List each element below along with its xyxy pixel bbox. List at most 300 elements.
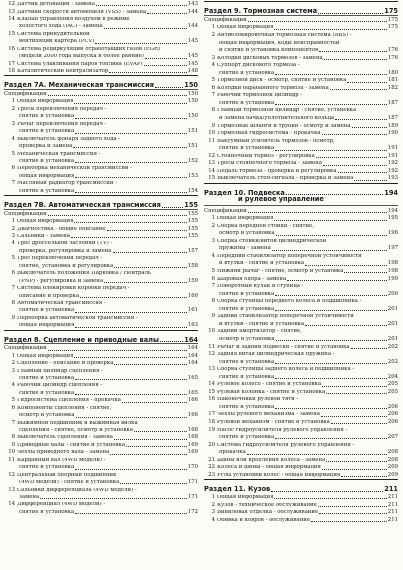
entry-number: 23 (208, 471, 215, 478)
toc-entry-continuation (204, 289, 398, 297)
entry-page-number: 166 (187, 397, 198, 404)
dot-leader (248, 21, 387, 22)
toc-entry (4, 299, 198, 306)
dot-leader (48, 215, 187, 216)
entry-page-number: 191 (387, 152, 398, 159)
entry-title: Насос гидроусилителя рулевого управления - (217, 427, 348, 433)
dot-leader (275, 310, 387, 311)
dot-leader (323, 165, 387, 166)
toc-entry-continuation (4, 426, 198, 433)
entry-title: снятие и установка (19, 375, 75, 381)
dot-leader (114, 364, 186, 365)
entry-title: общая информация (19, 323, 75, 329)
entry-page-number: 154 (187, 187, 198, 194)
entry-title: Тормозная гидросистема - прокачка (217, 131, 321, 137)
entry-title: (4WD модели) - снятие и установка (19, 480, 120, 486)
entry-page-number: 195 (387, 215, 398, 222)
toc-entry (204, 136, 398, 144)
dot-leader (275, 378, 387, 379)
entry-page-number: 155 (187, 218, 198, 225)
entry-title: Рычаг и задний подвески - снятие и установка (217, 344, 350, 350)
section-heading-continued (204, 196, 398, 205)
dot-leader (322, 386, 387, 387)
entry-page-number: 166 (187, 412, 198, 419)
toc-entry (4, 45, 198, 52)
dot-leader (276, 340, 387, 341)
entry-title: Рулевая колонка - снятие и установка (217, 389, 326, 395)
entry-title: Центральный опорный подшипник (17, 472, 117, 478)
entry-number: 15 (208, 175, 215, 182)
toc-entry-continuation (204, 38, 398, 46)
entry-title: Компоненты сцепления - снятие, (17, 405, 112, 411)
entry-title: Датчик детонации - замена (17, 2, 95, 8)
entry-title: Рулевой механизм - снятие и установка (217, 419, 330, 425)
entry-page-number: 211 (387, 501, 398, 508)
entry-number: 1 (11, 352, 15, 359)
entry-number: 16 (208, 396, 215, 403)
dot-leader (247, 454, 387, 455)
entry-title: Сцепление - описание и проверка (17, 361, 114, 367)
entry-number: 14 (208, 167, 215, 174)
entry-title: Автоматическая трансмиссия - (17, 300, 106, 306)
toc-entry (204, 425, 398, 433)
entry-title: снятие и установка (219, 374, 275, 380)
entry-page-number: 206 (387, 418, 398, 425)
specifications-row (204, 205, 398, 214)
toc-entry (4, 359, 198, 366)
entry-page-number: 201 (387, 335, 398, 342)
entry-number: 20 (208, 441, 215, 448)
entry-page-number: 208 (387, 449, 398, 456)
toc-entry-continuation (4, 262, 198, 269)
entry-number: 14 (208, 381, 215, 388)
entry-page-number: 192 (387, 160, 398, 167)
entry-page-number: 175 (387, 16, 398, 23)
toc-entry (4, 441, 198, 448)
entry-number: 1 (211, 215, 215, 222)
dot-leader (275, 104, 387, 105)
entry-title: осмотр и установка (219, 231, 275, 237)
entry-page-number: 205 (387, 388, 398, 395)
dot-leader (80, 297, 187, 298)
dot-leader (74, 357, 186, 358)
entry-title: Сальники - замена (17, 234, 70, 239)
dot-leader (75, 394, 187, 395)
toc-entry (4, 97, 198, 104)
dot-leader (110, 454, 186, 455)
entry-page-number: 187 (387, 99, 398, 106)
toc-entry-continuation (204, 46, 398, 54)
entry-number: 10 (208, 328, 215, 335)
entry-page-number: 150 (187, 91, 198, 98)
entry-page-number: 150 (187, 113, 198, 120)
entry-title: Нижний рычаг - снятие, осмотр и установка (217, 269, 344, 275)
entry-number: 13 (208, 160, 215, 167)
dot-leader (354, 180, 387, 181)
entry-page-number: 145 (187, 60, 198, 67)
entry-page-number: 144 (187, 8, 198, 15)
toc-entry (204, 76, 398, 84)
toc-entry (204, 282, 398, 290)
entry-title: Главный тормозной цилиндр - снятие, установка (217, 108, 357, 114)
entry-title: снятие и установка (19, 114, 75, 120)
section-title: Раздел 11. Кузов (204, 485, 271, 494)
entry-number: 3 (211, 509, 215, 516)
dot-leader (319, 51, 387, 52)
toc-entry (204, 84, 398, 92)
entry-number: 9 (211, 313, 215, 320)
entry-number: 3 (211, 237, 215, 244)
entry-title: и втулки - снятие и установка (219, 321, 305, 327)
entry-title: Трос переключения передач - (17, 256, 103, 262)
toc-entry (4, 456, 198, 463)
entry-page-number: 202 (387, 343, 398, 350)
entry-page-number: 198 (387, 268, 398, 275)
entry-title: Спецификации (4, 210, 47, 217)
entry-title: и замена бачка/уплотнительного кольца (219, 116, 335, 121)
toc-entry (204, 410, 398, 418)
entry-number: 5 (211, 77, 215, 84)
toc-entry (204, 274, 398, 282)
dot-leader (75, 177, 186, 178)
toc-entry (204, 31, 398, 39)
toc-entry (4, 7, 198, 14)
toc-entry (204, 508, 398, 516)
entry-title: и втулки - снятие и установка (219, 261, 305, 267)
entry-number: 13 (208, 366, 215, 373)
dot-leader (71, 237, 187, 238)
section-title: Раздел 7А. Механическая трансмиссия (4, 81, 154, 90)
entry-page-number: 209 (387, 471, 398, 478)
dot-leader (48, 350, 187, 351)
entry-page-number: 172 (187, 508, 198, 515)
dot-leader (114, 439, 187, 440)
entry-title: снятие и установка (219, 435, 275, 441)
toc-entry (4, 30, 198, 37)
toc-entry-continuation (204, 99, 398, 107)
toc-entry (204, 500, 398, 508)
entry-number: 11 (8, 456, 15, 463)
entry-title: Дифференциал (4WD модели) - (17, 502, 106, 508)
entry-title: снятие и установка (19, 308, 75, 314)
dot-leader (324, 59, 387, 60)
toc-entry (4, 164, 198, 171)
dot-leader (276, 235, 387, 236)
entry-title: Приводные валы - снятие и установка (17, 442, 126, 448)
entry-number: 16 (8, 45, 15, 52)
dot-leader (274, 498, 386, 499)
toc-entry (204, 214, 398, 222)
entry-page-number: 211 (387, 494, 398, 501)
entry-page-number: 144 (187, 23, 198, 30)
entry-title: снятие и установка (219, 291, 275, 297)
toc-entry-continuation (4, 37, 198, 44)
toc-entry (4, 232, 198, 239)
entry-title: Механическая трансмиссия - (17, 151, 101, 157)
entry-page-number: 165 (187, 374, 198, 381)
toc-entry (4, 179, 198, 186)
entry-title: описание и проверка (19, 293, 80, 299)
entry-number: 14 (8, 501, 15, 508)
entry-title: снятие и установка (219, 306, 275, 312)
entry-title: Общая информация (217, 25, 274, 31)
entry-title: Клапан управления воздухом в режиме (17, 16, 130, 22)
entry-page-number: 198 (387, 260, 398, 267)
entry-title: сцепления - снятие, осмотр и установка (19, 428, 133, 434)
entry-number: 6 (11, 404, 15, 411)
entry-number: 5 (11, 397, 15, 404)
toc-entry-continuation (4, 277, 198, 284)
entry-page-number: 209 (387, 464, 398, 471)
entry-title: Выключатель положения Парковка / Нейтраль (17, 271, 151, 277)
entry-number: 18 (8, 68, 15, 75)
entry-page-number: 171 (187, 493, 198, 500)
toc-entry (4, 352, 198, 359)
dot-leader (318, 13, 383, 14)
toc-entry (204, 395, 398, 403)
toc-entry (4, 239, 198, 246)
entry-title: Стояночный тормоз - регулировка (217, 153, 315, 159)
entry-title: общая информация (19, 173, 75, 179)
section-title: Раздел 7В. Автоматическая трансмиссия (4, 201, 161, 209)
entry-title: Колодки барабанного тормоза - замена (217, 85, 329, 91)
entry-title: снятие и установка (219, 359, 275, 365)
entry-title: Рулевое колесо - снятие и установка (217, 382, 322, 388)
toc-entry (4, 269, 198, 276)
entry-title: Антиблокировочная тормозная система (ABS) - (217, 32, 352, 38)
entry-page-number: 151 (187, 128, 198, 135)
toc-entry (204, 297, 398, 305)
entry-number: 12 (208, 351, 215, 358)
entry-number: 7 (211, 283, 215, 290)
entry-title: Кузов - техническое обслуживание (217, 502, 317, 508)
entry-title: Система блокировки коробки передач - (17, 286, 130, 292)
section-page-number: 155 (184, 201, 198, 209)
entry-number: 12 (208, 152, 215, 159)
entry-number: 10 (8, 449, 15, 456)
entry-number: 6 (11, 165, 15, 172)
toc-entry (204, 456, 398, 464)
entry-title: Трос дроссельной заслонки (TV) - (17, 241, 113, 247)
entry-title: Тормозной диск - осмотр, снятие и установка (217, 78, 347, 84)
entry-number: 9 (211, 122, 215, 129)
toc-entry-continuation (4, 112, 198, 119)
entry-number: 6 (211, 275, 215, 282)
entry-number: 2 (11, 225, 15, 232)
toc-entry-continuation (204, 259, 398, 267)
entry-number: 13 (8, 486, 15, 493)
entry-number: 22 (208, 464, 215, 471)
entry-title: Спецификации (4, 91, 47, 98)
entry-title: Выключатель стоп-сигнала - проверка и замена (217, 176, 354, 182)
entry-title: снятие и установка (19, 158, 75, 164)
entry-number: 5 (211, 268, 215, 275)
toc-entry (4, 314, 198, 321)
entry-title: снятие и установка (219, 146, 275, 152)
toc-entry (4, 0, 198, 7)
entry-page-number: 205 (387, 381, 398, 388)
entry-page-number: 199 (387, 275, 398, 282)
entry-number: 12 (8, 1, 15, 8)
entry-title: Спецификации (4, 345, 47, 352)
entry-title: Система рециркуляции отработавших газов (EGR) (17, 46, 161, 52)
toc-right-column (204, 0, 398, 523)
entry-number: 12 (8, 471, 15, 478)
entry-title: Шины или крепления колеса - замена (217, 457, 326, 463)
entry-number: 21 (208, 456, 215, 463)
toc-entry (4, 15, 198, 22)
entry-page-number: 176 (387, 47, 398, 54)
section-heading (4, 330, 198, 344)
entry-number: 15 (8, 30, 15, 37)
toc-entry (4, 404, 198, 411)
entry-page-number: 193 (387, 175, 398, 182)
entry-number: 7 (11, 180, 15, 187)
entry-number: 3 (11, 367, 15, 374)
toc-entry (4, 419, 198, 426)
toc-entry (204, 327, 398, 335)
entry-title: Обивка и ковров - обслуживание (217, 517, 310, 523)
entry-number: 4 (211, 516, 215, 523)
entry-title: Колеса и шины - общая информация (217, 465, 321, 471)
entry-title: Тросы стояночного тормоза - замена (217, 161, 322, 167)
entry-title: Главный цилиндр сцепления - (17, 368, 103, 374)
entry-title: осмотр и установка (19, 413, 75, 419)
entry-number: 8 (211, 298, 215, 305)
entry-title: Задний стабилизатор поперечной устойчивости (217, 314, 354, 320)
entry-number: 4 (11, 240, 15, 247)
entry-number: 1 (211, 494, 215, 501)
section-heading (4, 75, 198, 89)
toc-entry (4, 471, 198, 478)
entry-title: Выключатель сцепления - замена (17, 435, 113, 441)
entry-page-number: 192 (387, 167, 398, 174)
dot-leader (341, 476, 386, 477)
toc-entry (204, 440, 398, 448)
entry-title: Датчики скорости автомобиля (VSS) - замена (17, 9, 147, 15)
entry-title: Суппорт дискового тормоза - (217, 63, 300, 69)
entry-title: Колодки дисковых тормозов - замена (217, 55, 323, 61)
specifications-row (4, 209, 198, 217)
dot-leader (319, 513, 387, 514)
entry-page-number: 170 (187, 464, 198, 471)
entry-number: 4 (211, 252, 215, 259)
dot-leader (275, 363, 387, 364)
section-page-number: 194 (384, 188, 398, 197)
toc-entry (204, 515, 398, 523)
toc-entry-continuation (204, 305, 398, 313)
dot-leader (120, 483, 187, 484)
dot-leader (144, 65, 187, 66)
toc-entry-continuation (204, 244, 398, 252)
entry-title: Сборка ступицы переднего колеса и подшипника - (217, 299, 362, 305)
toc-entry-continuation (4, 463, 198, 470)
toc-entry (4, 284, 198, 291)
entry-number: 13 (8, 8, 15, 15)
entry-page-number: 171 (187, 479, 198, 486)
entry-page-number: 169 (187, 449, 198, 456)
dot-leader (40, 498, 187, 499)
toc-entry (204, 312, 398, 320)
section-title: и рулевое управление (238, 195, 324, 204)
dot-leader (275, 438, 387, 439)
entry-title: Система принудительной (17, 31, 90, 37)
dot-leader (109, 72, 187, 73)
toc-entry (4, 448, 198, 455)
toc-entry-continuation (4, 142, 198, 149)
dot-leader (274, 29, 386, 30)
entry-title: Выжимной подшипник и выжимная вилка (17, 420, 138, 426)
dot-leader (274, 220, 386, 221)
entry-number: 2 (211, 222, 215, 229)
section-page-number: 150 (184, 81, 198, 90)
entry-title: снятие и установка (19, 129, 75, 135)
entry-number: 1 (211, 24, 215, 31)
entry-title: Педаль тормоза - проверка и регулировка (217, 168, 337, 174)
entry-page-number: 190 (387, 130, 398, 137)
section-heading (204, 1, 398, 15)
entry-number: 17 (8, 60, 15, 67)
toc-entry-continuation (204, 320, 398, 328)
entry-page-number: 191 (387, 145, 398, 152)
entry-page-number: 157 (187, 247, 198, 254)
entry-number: 8 (11, 299, 15, 306)
toc-entry-continuation (204, 372, 398, 380)
toc-entry (4, 149, 198, 156)
entry-page-number: 143 (187, 1, 198, 8)
entry-number: 7 (11, 419, 15, 426)
toc-entry-continuation (4, 374, 198, 381)
entry-title: Общая информация (17, 353, 74, 359)
entry-number: 11 (208, 343, 215, 350)
section-heading (4, 195, 198, 209)
entry-page-number: 196 (387, 230, 398, 237)
section-heading (204, 479, 398, 493)
entry-page-number: 150 (187, 98, 198, 105)
toc-entry-continuation (4, 389, 198, 396)
entry-page-number: 160 (187, 292, 198, 299)
entry-number: 3 (11, 233, 15, 239)
entry-title: Вакуумный усилитель тормозов - осмотр, (217, 138, 335, 144)
toc-entry-continuation (4, 52, 198, 59)
toc-left-column (4, 0, 198, 515)
entry-title: Общая информация (217, 216, 274, 222)
entry-page-number: 206 (387, 403, 398, 410)
entry-title: Передний стабилизатор поперечной устойчивости (217, 253, 362, 259)
entry-number: 7 (11, 285, 15, 292)
toc-entry-continuation (204, 357, 398, 365)
dot-leader (322, 134, 387, 135)
entry-number: 3 (211, 54, 215, 61)
entry-number: 3 (11, 120, 15, 127)
toc-entry (4, 105, 198, 112)
entry-title: замена (19, 494, 40, 500)
toc-entry (4, 60, 198, 67)
section-title: Раздел 8. Сцепление и приводные валы (4, 335, 159, 344)
entry-number: 18 (208, 418, 215, 425)
entry-page-number: 180 (387, 69, 398, 76)
entry-page-number: 182 (387, 84, 398, 91)
dot-leader (96, 5, 187, 6)
entry-page-number: 200 (387, 290, 398, 297)
dot-leader (322, 469, 387, 470)
toc-entry-continuation (4, 478, 198, 485)
entry-title: Сборка стойки/витой цилиндрической (217, 238, 327, 244)
toc-entry (204, 152, 398, 160)
dot-leader (113, 252, 187, 253)
toc-entry-continuation (204, 69, 398, 77)
entry-title: общая информация, коды неисправностей (219, 40, 340, 46)
